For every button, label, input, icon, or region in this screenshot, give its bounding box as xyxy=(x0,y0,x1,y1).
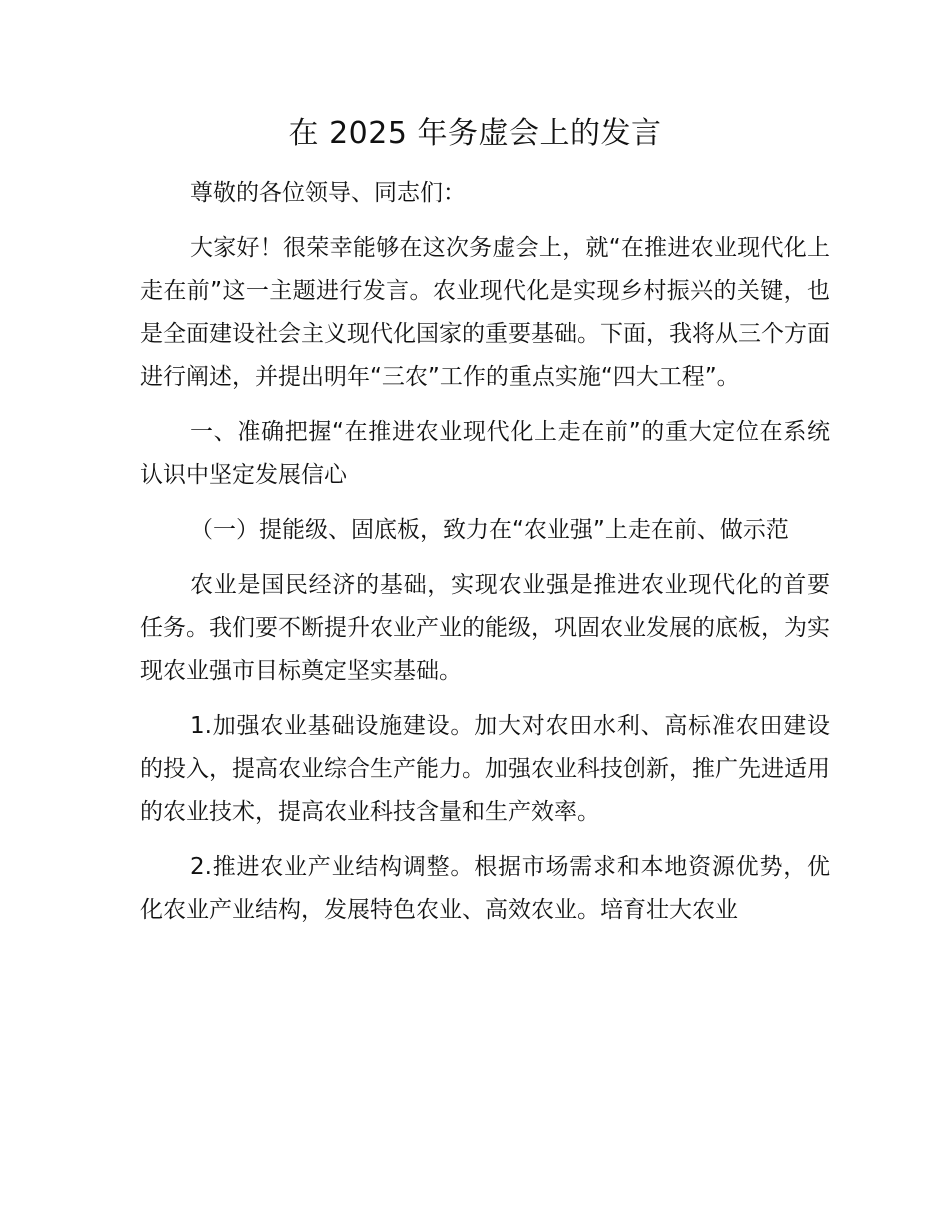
opening-paragraph: 大家好！很荣幸能够在这次务虚会上，就“在推进农业现代化上走在前”这一主题进行发言。农业现代化是实现乡村振兴的关键，也是全面建设社会主义现代化国家的重要基础。下面，我将从三个方面进行阐述，并提出明年“三农”工作的重点实施“四大工程”。 xyxy=(140,235,830,390)
body-paragraph: 农业是国民经济的基础，实现农业强是推进农业现代化的首要任务。我们要不断提升农业产业的能级，巩固农业发展的底板，为实现农业强市目标奠定坚实基础。 xyxy=(140,572,830,684)
section-heading: 一、准确把握“在推进农业现代化上走在前”的重大定位在系统认识中坚定发展信心 xyxy=(140,419,830,488)
numbered-item-2: 2.推进农业产业结构调整。根据市场需求和本地资源优势，优化农业产业结构，发展特色农业、高效农业。培育壮大农业 xyxy=(140,854,830,923)
numbered-item-1: 1.加强农业基础设施建设。加大对农田水利、高标准农田建设的投入，提高农业综合生产能力。加强农业科技创新，推广先进适用的农业技术，提高农业科技含量和生产效率。 xyxy=(140,713,830,825)
salutation: 尊敬的各位领导、同志们： xyxy=(190,180,466,206)
subsection-heading: （一）提能级、固底板，致力在“农业强”上走在前、做示范 xyxy=(190,517,789,543)
document-title: 在 2025 年务虚会上的发言 xyxy=(288,116,662,151)
document-body xyxy=(140,172,830,944)
